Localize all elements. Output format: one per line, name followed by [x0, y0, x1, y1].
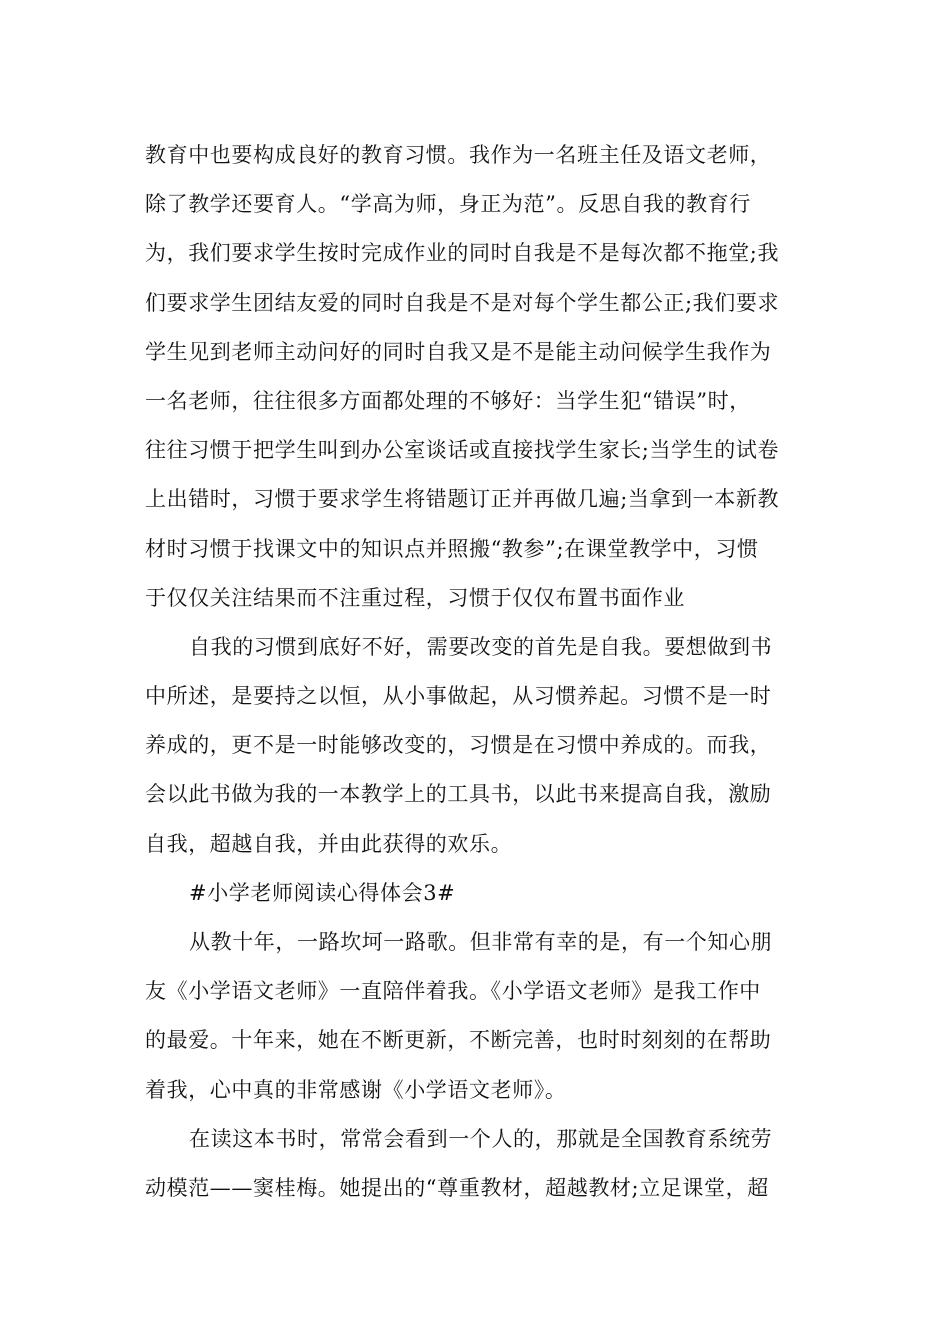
text-line: 着我，心中真的非常感谢《小学语文老师》。	[145, 1077, 567, 1102]
text-line: 教育中也要构成良好的教育习惯。我作为一名班主任及语文老师，	[145, 143, 772, 167]
paragraph-start-line: 自我的习惯到底好不好，需要改变的首先是自我。要想做到书	[189, 634, 773, 659]
text-line: 为，我们要求学生按时完成作业的同时自我是不是每次都不拖堂;我	[145, 241, 780, 266]
text-line: 于仅仅关注结果而不注重过程，习惯于仅仅布置书面作业	[145, 585, 685, 610]
text-line: 中所述，是要持之以恒，从小事做起，从习惯养起。习惯不是一时	[145, 684, 772, 709]
text-line: 材时习惯于找课文中的知识点并照搬“教参”;在课堂教学中，习惯	[145, 536, 759, 561]
text-line: 的最爱。十年来，她在不断更新，不断完善，也时时刻刻的在帮助	[145, 1028, 772, 1053]
text-line: 学生见到老师主动问好的同时自我又是不是能主动问候学生我作为	[145, 339, 772, 364]
paragraph-start-line: 在读这本书时，常常会看到一个人的，那就是全国教育系统劳	[189, 1126, 773, 1151]
text-line: 会以此书做为我的一本教学上的工具书，以此书来提高自我，激励	[145, 782, 772, 807]
text-line: 动模范——窦桂梅。她提出的“尊重教材，超越教材;立足课堂，超	[145, 1175, 769, 1200]
document-body	[145, 131, 810, 1213]
text-line: 一名老师，往往很多方面都处理的不够好：当学生犯“错误”时，	[145, 388, 751, 413]
text-line: 上出错时，习惯于要求学生将错题订正并再做几遍;当拿到一本新教	[145, 487, 780, 512]
text-line: 自我，超越自我，并由此获得的欢乐。	[145, 831, 513, 856]
text-line: 友《小学语文老师》一直陪伴着我。《小学语文老师》是我工作中	[145, 979, 761, 1004]
paragraph-start-line: 从教十年，一路坎坷一路歌。但非常有幸的是，有一个知心朋	[189, 930, 773, 954]
text-line: 养成的，更不是一时能够改变的，习惯是在习惯中养成的。而我，	[145, 733, 772, 758]
text-line: 们要求学生团结友爱的同时自我是不是对每个学生都公正;我们要求	[145, 290, 780, 315]
text-line: 往往习惯于把学生叫到办公室谈话或直接找学生家长;当学生的试卷	[145, 438, 780, 463]
section-heading: #小学老师阅读心得体会3#	[189, 880, 456, 905]
text-line: 除了教学还要育人。“学高为师，身正为范”。反思自我的教育行	[145, 192, 751, 217]
